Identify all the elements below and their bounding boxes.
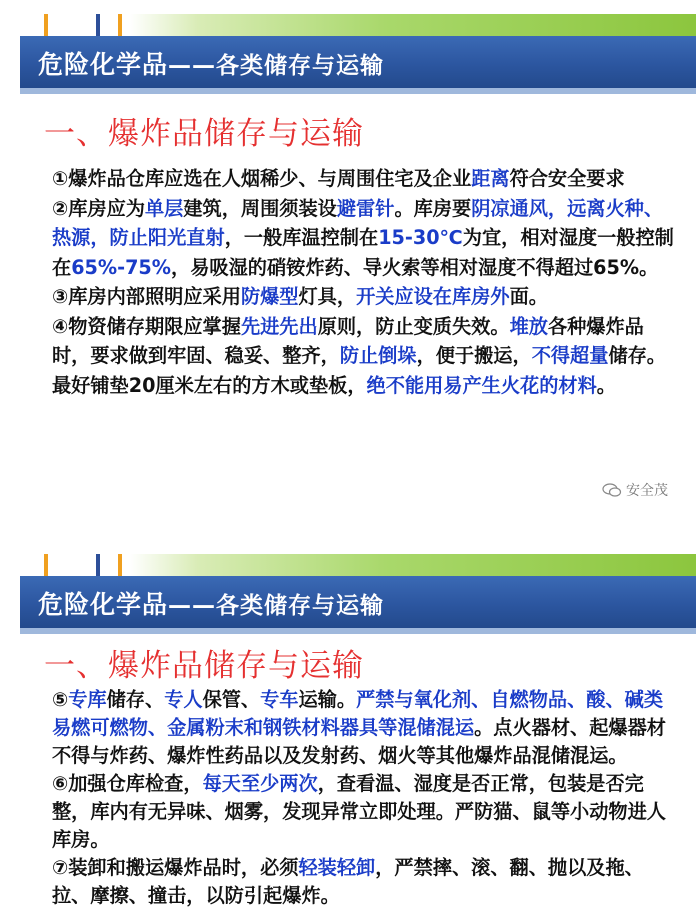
section-heading: 一、爆炸品储存与运输 — [44, 116, 364, 152]
body-text: 符合安全要求 — [509, 167, 625, 190]
body-text: 面。 — [509, 285, 548, 308]
body-text: ，严禁摔、滚、翻、抛以及拖、拉、摩擦、撞击，以防引起爆炸。 — [52, 856, 644, 907]
highlighted-text: 距离 — [471, 167, 510, 190]
highlighted-text: 防爆型 — [240, 285, 299, 308]
body-text: 为宜，相对湿度一般控制在 — [52, 226, 674, 279]
body-text: ②库房应为 — [52, 196, 145, 220]
title-sub: ——各类储存与运输 — [168, 53, 385, 79]
highlighted-text: 不得超量 — [531, 344, 609, 367]
slide-title — [38, 585, 384, 621]
body-text: ，便于搬运， — [416, 344, 532, 367]
wechat-icon — [602, 483, 622, 497]
body-text: 。 — [596, 373, 616, 397]
highlighted-text: 单层 — [145, 196, 184, 220]
highlighted-text: 65%-75% — [71, 255, 172, 279]
body-text: ，易吸湿的硝铵炸药、导火索等相对湿度不得超过65%。 — [171, 255, 659, 279]
highlighted-text: 避雷针 — [336, 196, 395, 220]
body-text: 建筑，周围须装设 — [183, 196, 337, 220]
paragraph — [52, 282, 677, 312]
content-body — [52, 164, 677, 400]
body-text: ④物资储存期限应掌握 — [52, 314, 241, 338]
paragraph — [52, 194, 677, 283]
decoration-stripe — [130, 14, 696, 36]
body-text: 原则，防止变质失效。 — [317, 314, 510, 338]
highlighted-text: 轻装轻卸 — [298, 856, 376, 879]
highlighted-text: 先进先出 — [240, 314, 318, 338]
highlighted-text: 防止倒垛 — [339, 344, 417, 367]
decoration-bar — [96, 554, 100, 576]
body-text: 灯具， — [298, 285, 357, 308]
body-text: 运输。 — [298, 688, 357, 711]
highlighted-text: 绝不能用易产生火花的材料 — [366, 373, 597, 397]
title-bar — [20, 36, 696, 94]
highlighted-text: 15-30℃ — [378, 226, 463, 249]
body-text: ，一般库温控制在 — [224, 226, 379, 249]
watermark — [602, 480, 668, 500]
highlighted-text: 严禁与氧化剂、自燃物品、酸、碱类易燃可燃物、金属粉末和钢铁材料器具等混储混运 — [52, 688, 664, 739]
highlighted-text: 开关应设在库房外 — [356, 285, 510, 308]
content-body — [52, 686, 677, 910]
highlighted-text: 堆放 — [509, 314, 548, 338]
decoration-bar — [44, 554, 48, 576]
body-text: ，查看温、湿度是否正常，包装是否完整，库内有无异味、烟雾，发现异常立即处理。严防猫、鼠等小动物进人库房。 — [52, 772, 666, 851]
title-main: 危险化学品 — [38, 590, 169, 619]
paragraph — [52, 312, 677, 401]
decoration-bar — [44, 14, 48, 36]
body-text: 。点火器材、起爆器材不得与炸药、爆炸性药品以及发射药、烟火等其他爆炸品混储混运。 — [52, 716, 666, 767]
title-main: 危险化学品 — [38, 50, 169, 79]
body-text: 保管、 — [202, 688, 261, 711]
highlighted-text: 专库 — [68, 688, 107, 711]
paragraph — [52, 854, 677, 910]
slide-2 — [0, 540, 696, 911]
body-text: 储存。最好铺垫20厘米左右的方木或垫板， — [52, 344, 666, 397]
title-bar — [20, 576, 696, 634]
highlighted-text: 每天至少两次 — [202, 772, 318, 795]
body-text: ⑦装卸和搬运爆炸品时，必须 — [52, 856, 299, 879]
body-text: ①爆炸品仓库应选在人烟稀少、与周围住宅及企业 — [52, 167, 472, 190]
body-text: ⑤ — [52, 688, 69, 711]
body-text: ③库房内部照明应采用 — [52, 285, 241, 308]
highlighted-text: 阴凉通风，远离火种、热源，防止阳光直射 — [52, 196, 664, 249]
body-text: ⑥加强仓库检查， — [52, 772, 203, 795]
section-heading: 一、爆炸品储存与运输 — [44, 648, 364, 684]
paragraph — [52, 686, 677, 770]
decoration-bar — [118, 554, 122, 576]
title-sub: ——各类储存与运输 — [168, 593, 385, 619]
slide-title — [38, 45, 384, 81]
body-text: 储存、 — [106, 688, 165, 711]
decoration-bar — [118, 14, 122, 36]
body-text: 。库房要 — [394, 196, 472, 220]
decoration-stripe — [130, 554, 696, 576]
body-text: 各种爆炸品时，要求做到牢固、稳妥、整齐， — [52, 314, 644, 367]
decoration-bar — [96, 14, 100, 36]
highlighted-text: 专人 — [164, 688, 203, 711]
highlighted-text: 专车 — [260, 688, 299, 711]
paragraph — [52, 770, 677, 854]
paragraph — [52, 164, 677, 194]
watermark-text: 安全茂 — [626, 483, 668, 499]
